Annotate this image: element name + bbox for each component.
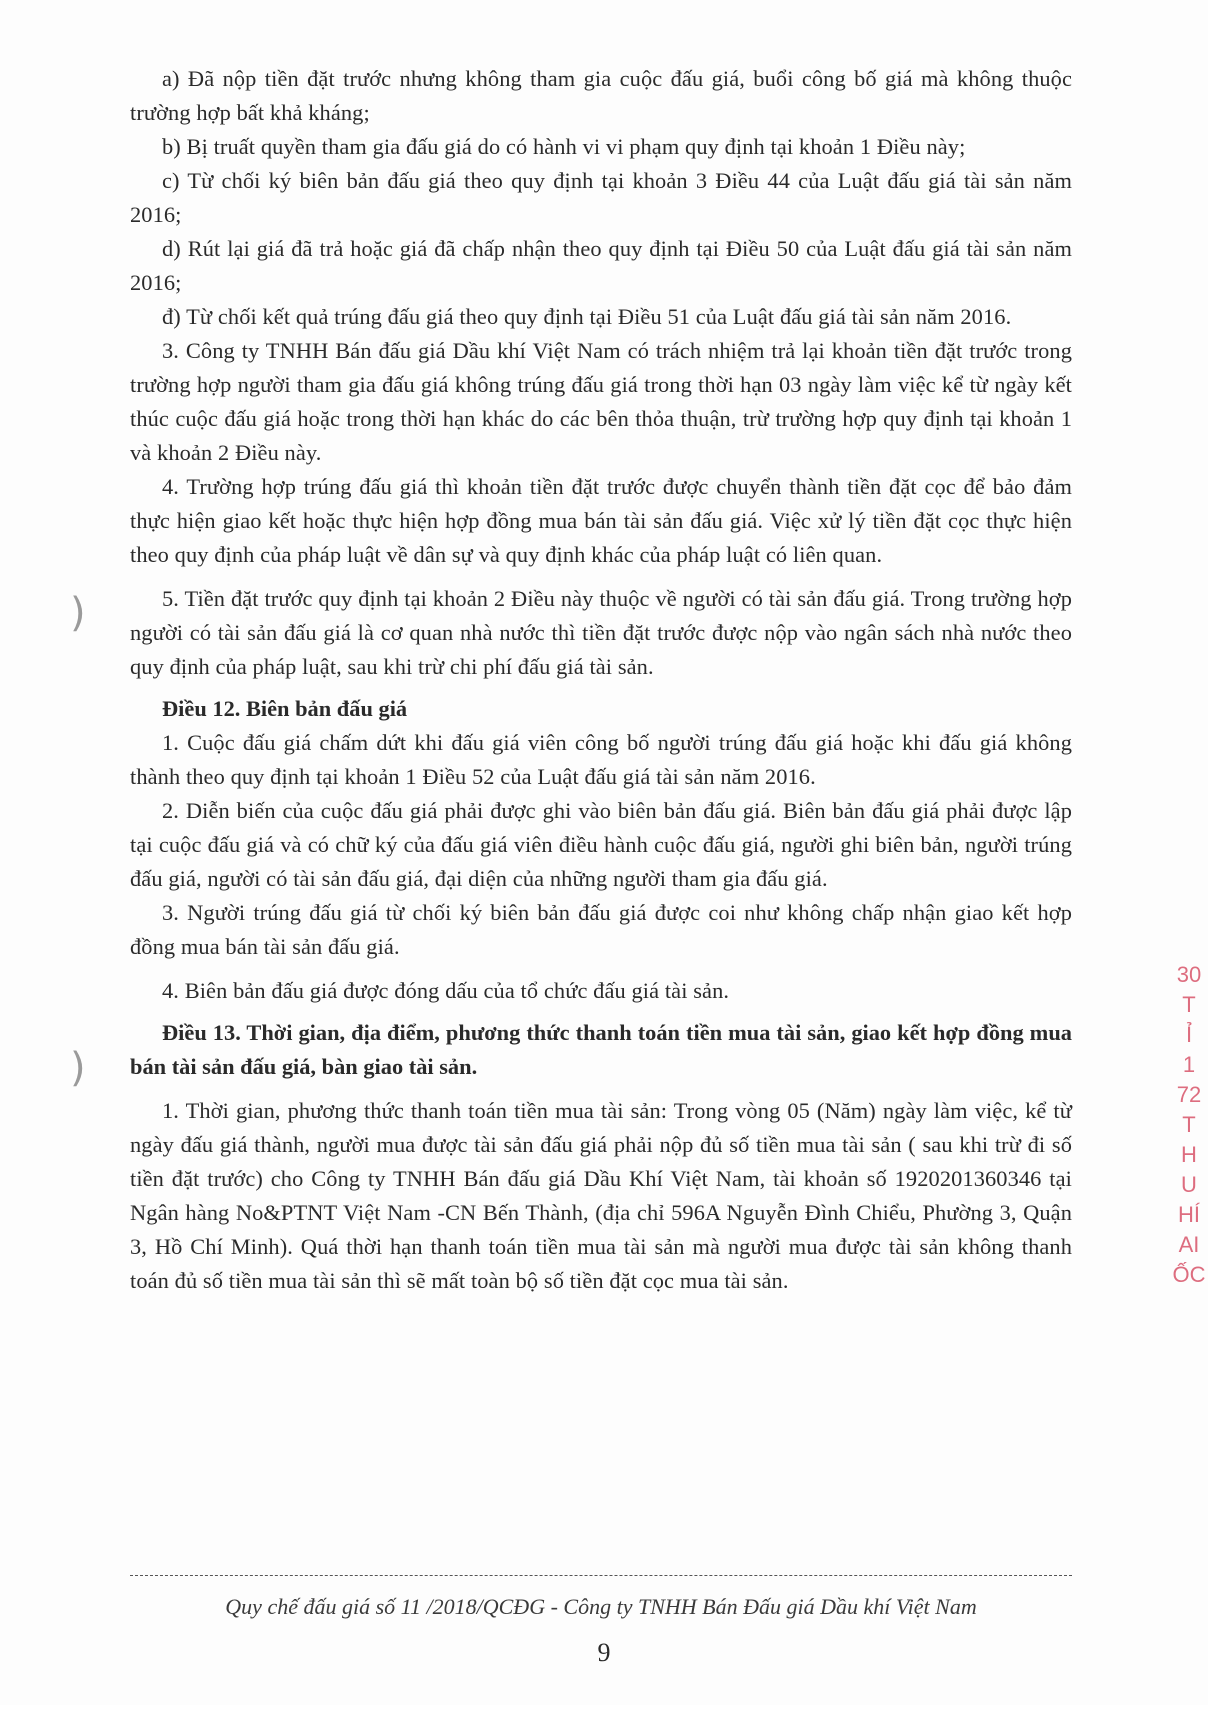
paragraph-3: 3. Công ty TNHH Bán đấu giá Dầu khí Việt Nam có trách nhiệm trả lại khoản tiền đặt trước trong trường hợp người tham gia đấu giá không trúng đấu giá trong thời hạn 03 ngày làm việc kể từ ngày kết thúc cuộc đấu giá hoặc trong thời hạn khác do các bên thỏa thuận, trừ trường hợp quy định tại khoản 1 và khoản 2 Điều này. [130,338,1072,465]
article-13-heading: Điều 13. Thời gian, địa điểm, phương thức thanh toán tiền mua tài sản, giao kết hợp đồng mua bán tài sản đấu giá, bàn giao tài sản. [130,1020,1072,1079]
paragraph-5: 5. Tiền đặt trước quy định tại khoản 2 Điều này thuộc về người có tài sản đấu giá. Trong trường hợp người có tài sản đấu giá là cơ quan nhà nước thì tiền đặt trước được nộp vào ngân sách nhà nước theo quy định của pháp luật, sau khi trừ chi phí đấu giá tài sản. [130,586,1072,679]
page-number: 9 [597,1638,611,1667]
stamp-fragment: HÍ [1178,1202,1200,1227]
stamp-fragment: ỐC [1172,1262,1206,1287]
stamp-fragment: U [1181,1172,1197,1197]
article-12-item-3: 3. Người trúng đấu giá từ chối ký biên bản đấu giá được coi như không chấp nhận giao kết hợp đồng mua bán tài sản đấu giá. [130,900,1072,959]
footer-divider [130,1575,1072,1576]
paragraph-d: d) Rút lại giá đã trả hoặc giá đã chấp nhận theo quy định tại Điều 50 của Luật đấu giá tài sản năm 2016; [130,236,1072,295]
stamp-fragment: 72 [1176,1082,1202,1107]
binding-hole-mark: ) [70,590,86,636]
paragraph-a: a) Đã nộp tiền đặt trước nhưng không tham gia cuộc đấu giá, buổi công bố giá mà không thuộc trường hợp bất khả kháng; [130,66,1072,125]
stamp-fragment: 1 [1182,1052,1196,1077]
stamp-fragment: T [1182,992,1196,1017]
stamp-fragment: Ỉ [1185,1022,1193,1047]
stamp-fragment: T [1182,1112,1196,1137]
article-12-item-4: 4. Biên bản đấu giá được đóng dấu của tổ chức đấu giá tài sản. [162,978,730,1003]
paragraph-c: c) Từ chối ký biên bản đấu giá theo quy định tại khoản 3 Điều 44 của Luật đấu giá tài sản năm 2016; [130,168,1072,227]
article-13-item-1: 1. Thời gian, phương thức thanh toán tiền mua tài sản: Trong vòng 05 (Năm) ngày làm việc, kể từ ngày đấu giá thành, người mua được tài sản đấu giá phải nộp đủ số tiền mua tài sản ( sau khi trừ đi số tiền đặt trước) cho Công ty TNHH Bán đấu giá Dầu Khí Việt Nam, tài khoản số 1920201360346 tại Ngân hàng No&PTNT Việt Nam -CN Bến Thành, (địa chỉ 596A Nguyễn Đình Chiểu, Phường 3, Quận 3, Hồ Chí Minh). Quá thời hạn thanh toán tiền mua tài sản mà người mua được tài sản không thanh toán đủ số tiền mua tài sản thì sẽ mất toàn bộ số tiền đặt cọc mua tài sản. [130,1098,1072,1293]
binding-hole-mark: ) [70,1045,86,1091]
red-stamp-edge [1172,960,1206,1720]
paragraph-dd: đ) Từ chối kết quả trúng đấu giá theo quy định tại Điều 51 của Luật đấu giá tài sản năm 2016. [162,304,1012,329]
article-12-heading: Điều 12. Biên bản đấu giá [162,696,408,721]
paragraph-4: 4. Trường hợp trúng đấu giá thì khoản tiền đặt trước được chuyển thành tiền đặt cọc để bảo đảm thực hiện giao kết hoặc thực hiện hợp đồng mua bán tài sản đấu giá. Việc xử lý tiền đặt cọc thực hiện theo quy định của pháp luật về dân sự và quy định khác của pháp luật có liên quan. [130,474,1072,567]
footer-text: Quy chế đấu giá số 11 /2018/QCĐG - Công ty TNHH Bán Đấu giá Dầu khí Việt Nam [225,1594,977,1619]
paragraph-b: b) Bị truất quyền tham gia đấu giá do có hành vi vi phạm quy định tại khoản 1 Điều này; [162,134,966,159]
stamp-fragment: 30 [1176,962,1202,987]
stamp-fragment: H [1181,1142,1197,1167]
document-body [130,62,1072,1298]
page-footer [130,1575,1072,1622]
article-12-item-1: 1. Cuộc đấu giá chấm dứt khi đấu giá viên công bố người trúng đấu giá hoặc khi đấu giá không thành theo quy định tại khoản 1 Điều 52 của Luật đấu giá tài sản năm 2016. [130,730,1072,789]
article-12-item-2: 2. Diễn biến của cuộc đấu giá phải được ghi vào biên bản đấu giá. Biên bản đấu giá phải được lập tại cuộc đấu giá và có chữ ký của đấu giá viên điều hành cuộc đấu giá, người ghi biên bản, người trúng đấu giá, người có tài sản đấu giá, đại diện của những người tham gia đấu giá. [130,798,1072,891]
stamp-fragment: AI [1178,1232,1200,1257]
